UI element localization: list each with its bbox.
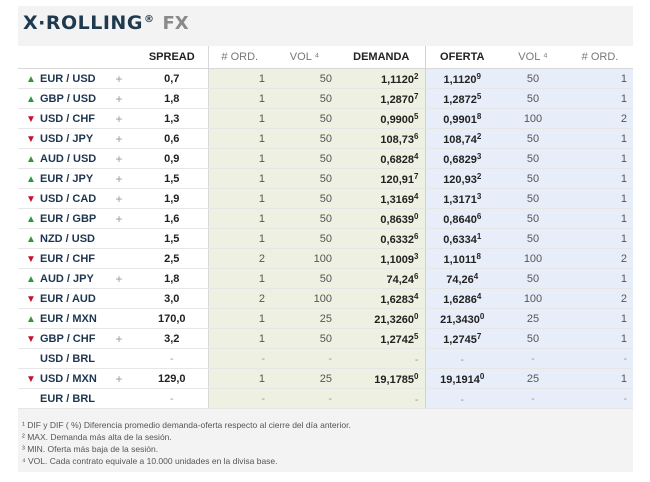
trend-up-icon: ▲ — [26, 233, 36, 245]
footnote-3: ³ MIN. Oferta más baja de la sesión. — [22, 444, 159, 454]
oferta-value: 1,3171 — [443, 193, 477, 206]
ord-ask-cell: 1 — [567, 309, 633, 329]
ord-bid-cell: 1 — [208, 109, 271, 129]
demanda-pip: 5 — [414, 111, 419, 121]
ord-bid-cell: 1 — [208, 169, 271, 189]
spread-cell: 0,7 — [136, 69, 208, 89]
ord-bid-cell: 1 — [208, 69, 271, 89]
ord-bid-cell: 1 — [208, 89, 271, 109]
demanda-cell[interactable] — [338, 309, 425, 329]
vol-bid-cell: 50 — [271, 109, 338, 129]
oferta-pip: 2 — [476, 131, 482, 141]
vol-ask-cell: 50 — [499, 209, 567, 229]
demanda-value: 1,1009 — [380, 253, 415, 266]
table-row[interactable] — [18, 109, 633, 129]
trend-up-icon: ▲ — [26, 153, 36, 165]
oferta-cell[interactable] — [425, 69, 499, 89]
ord-bid-cell: 1 — [208, 329, 271, 349]
demanda-value: 0,9900 — [380, 113, 415, 126]
spread-cell: 1,9 — [136, 189, 208, 209]
ord-bid-cell: - — [208, 349, 271, 369]
table-header-row — [18, 46, 633, 69]
vol-bid-cell: 25 — [271, 309, 338, 329]
pair-label: USD / MXN — [40, 372, 97, 385]
demanda-pip: 0 — [414, 371, 419, 381]
ord-ask-cell: - — [567, 389, 633, 409]
oferta-value: 120,93 — [443, 173, 477, 186]
pair-cell[interactable] — [18, 269, 102, 289]
trend-down-icon: ▼ — [26, 293, 36, 305]
oferta-pip: 3 — [476, 151, 482, 161]
ord-bid-cell: 1 — [208, 129, 271, 149]
oferta-value: 108,74 — [443, 133, 477, 146]
expand-plus-icon[interactable]: + — [102, 169, 136, 189]
pair-cell[interactable] — [18, 349, 102, 369]
oferta-value: - — [460, 393, 465, 406]
ord-bid-cell: - — [208, 389, 271, 409]
trend-up-icon: ▲ — [26, 93, 36, 105]
demanda-value: 1,2870 — [380, 93, 415, 106]
pair-cell[interactable] — [18, 69, 102, 89]
trend-down-icon: ▼ — [26, 333, 36, 345]
expand-plus-icon[interactable]: + — [102, 329, 136, 349]
ord-ask-cell: 1 — [567, 169, 633, 189]
demanda-value: 108,73 — [380, 133, 415, 146]
vol-ask-cell: 50 — [499, 169, 567, 189]
demanda-value: - — [414, 353, 419, 366]
demanda-pip: 3 — [414, 251, 419, 261]
ord-bid-cell: 1 — [208, 189, 271, 209]
oferta-cell[interactable] — [425, 389, 499, 409]
expand-plus-icon[interactable] — [102, 349, 136, 369]
demanda-cell[interactable] — [338, 129, 425, 149]
vol-bid-cell: 50 — [271, 129, 338, 149]
vol-ask-cell: 50 — [499, 189, 567, 209]
vol-ask-cell: - — [499, 349, 567, 369]
spread-cell: 1,5 — [136, 169, 208, 189]
spread-cell: 1,6 — [136, 209, 208, 229]
pair-label: NZD / USD — [40, 232, 95, 245]
pair-cell[interactable] — [18, 189, 102, 209]
demanda-pip: 4 — [414, 291, 419, 301]
vol-bid-cell: 50 — [271, 149, 338, 169]
ord-bid-cell: 1 — [208, 369, 271, 389]
ord-ask-cell: 1 — [567, 369, 633, 389]
footnote-4: ⁴ VOL. Cada contrato equivale a 10.000 unidades en la divisa base. — [22, 456, 278, 466]
vol-bid-cell: 25 — [271, 369, 338, 389]
oferta-cell[interactable] — [425, 109, 499, 129]
ord-bid-cell: 1 — [208, 269, 271, 289]
oferta-pip: 0 — [479, 311, 485, 321]
spread-cell: 170,0 — [136, 309, 208, 329]
pair-label: GBP / CHF — [40, 332, 96, 345]
oferta-cell[interactable] — [425, 349, 499, 369]
demanda-pip: 0 — [414, 211, 419, 221]
ord-ask-cell: 1 — [567, 129, 633, 149]
trend-down-icon: ▼ — [26, 133, 36, 145]
demanda-value: 1,3169 — [380, 193, 415, 206]
trend-up-icon: ▲ — [26, 273, 36, 285]
demanda-cell[interactable] — [338, 69, 425, 89]
vol-ask-cell: 50 — [499, 329, 567, 349]
header-spread[interactable]: SPREAD — [136, 46, 208, 69]
spread-cell: - — [136, 389, 208, 409]
pair-cell[interactable] — [18, 309, 102, 329]
oferta-value: 1,1011 — [443, 253, 477, 266]
header-vol-ask[interactable]: VOL ⁴ — [499, 46, 567, 69]
expand-plus-icon[interactable] — [102, 389, 136, 409]
header-oferta[interactable]: OFERTA — [425, 46, 499, 69]
demanda-value: - — [414, 393, 419, 406]
vol-bid-cell: 50 — [271, 329, 338, 349]
trend-up-icon: ▲ — [26, 313, 36, 325]
expand-plus-icon[interactable] — [102, 229, 136, 249]
demanda-pip: 6 — [414, 231, 419, 241]
vol-ask-cell: 50 — [499, 89, 567, 109]
demanda-pip: 4 — [414, 151, 419, 161]
oferta-pip: 9 — [476, 71, 481, 81]
table-row[interactable] — [18, 169, 633, 189]
ord-ask-cell: 1 — [567, 189, 633, 209]
brand-header — [23, 12, 189, 42]
pair-label: AUD / JPY — [40, 272, 94, 285]
expand-plus-icon[interactable]: + — [102, 89, 136, 109]
ord-bid-cell: 1 — [208, 229, 271, 249]
oferta-pip: 8 — [476, 251, 481, 261]
expand-plus-icon[interactable]: + — [102, 69, 136, 89]
expand-plus-icon[interactable]: + — [102, 269, 136, 289]
vol-ask-cell: 100 — [499, 249, 567, 269]
pair-label: USD / JPY — [40, 132, 94, 145]
trend-down-icon: ▼ — [26, 113, 36, 125]
oferta-value: 0,8640 — [443, 213, 477, 226]
demanda-pip: 5 — [414, 331, 419, 341]
oferta-value: 74,26 — [446, 273, 474, 286]
trend-down-icon: ▼ — [26, 253, 36, 265]
table-row[interactable] — [18, 209, 633, 229]
vol-ask-cell: 50 — [499, 149, 567, 169]
demanda-value: 0,8639 — [380, 213, 415, 226]
oferta-value: 0,6334 — [443, 233, 477, 246]
vol-ask-cell: 25 — [499, 309, 567, 329]
oferta-pip: 4 — [476, 291, 482, 301]
vol-bid-cell: 50 — [271, 89, 338, 109]
footnote-2: ² MAX. Demanda más alta de la sesión. — [22, 432, 172, 442]
pair-label: EUR / USD — [40, 72, 96, 85]
oferta-pip: 0 — [479, 371, 485, 381]
table-row[interactable] — [18, 249, 633, 269]
demanda-cell[interactable] — [338, 149, 425, 169]
spread-cell: 1,3 — [136, 109, 208, 129]
oferta-pip: 1 — [476, 231, 482, 241]
vol-ask-cell: 25 — [499, 369, 567, 389]
spread-cell: - — [136, 349, 208, 369]
table-row[interactable] — [18, 149, 633, 169]
table-body — [18, 69, 633, 409]
demanda-pip: 7 — [414, 91, 419, 101]
demanda-value: 1,6283 — [380, 293, 415, 306]
pair-cell[interactable] — [18, 169, 102, 189]
vol-bid-cell: 100 — [271, 289, 338, 309]
pair-cell[interactable] — [18, 149, 102, 169]
oferta-value: 1,2872 — [443, 93, 477, 106]
ord-ask-cell: 1 — [567, 209, 633, 229]
fx-rates-table — [18, 46, 633, 409]
expand-plus-icon[interactable] — [102, 289, 136, 309]
expand-plus-icon[interactable]: + — [102, 149, 136, 169]
vol-bid-cell: 50 — [271, 229, 338, 249]
demanda-cell[interactable] — [338, 389, 425, 409]
ord-bid-cell: 2 — [208, 249, 271, 269]
table-row[interactable] — [18, 269, 633, 289]
header-demanda[interactable]: DEMANDA — [338, 46, 425, 69]
demanda-cell[interactable] — [338, 89, 425, 109]
vol-bid-cell: 50 — [271, 269, 338, 289]
demanda-cell[interactable] — [338, 169, 425, 189]
spread-cell: 3,0 — [136, 289, 208, 309]
pair-cell[interactable] — [18, 129, 102, 149]
vol-ask-cell: 50 — [499, 69, 567, 89]
demanda-cell[interactable] — [338, 369, 425, 389]
oferta-value: 0,9901 — [443, 113, 477, 126]
ord-ask-cell: 1 — [567, 149, 633, 169]
pair-cell[interactable] — [18, 89, 102, 109]
header-plus — [102, 46, 136, 69]
demanda-cell[interactable] — [338, 269, 425, 289]
expand-plus-icon[interactable]: + — [102, 369, 136, 389]
trend-up-icon: ▲ — [26, 173, 36, 185]
oferta-cell[interactable] — [425, 289, 499, 309]
demanda-pip: 0 — [414, 311, 419, 321]
vol-bid-cell: - — [271, 349, 338, 369]
oferta-cell[interactable] — [425, 329, 499, 349]
ord-ask-cell: 2 — [567, 109, 633, 129]
ord-ask-cell: 1 — [567, 269, 633, 289]
trend-up-icon: ▲ — [26, 73, 36, 85]
oferta-pip: 5 — [476, 91, 482, 101]
pair-label: EUR / BRL — [40, 392, 95, 405]
logo-text: X·ROLLING — [23, 12, 143, 34]
ord-ask-cell: 1 — [567, 89, 633, 109]
pair-label: USD / CAD — [40, 192, 97, 205]
fx-rates-panel — [18, 6, 633, 472]
oferta-pip: 3 — [476, 191, 482, 201]
demanda-cell[interactable] — [338, 249, 425, 269]
ord-ask-cell: 1 — [567, 69, 633, 89]
oferta-cell[interactable] — [425, 269, 499, 289]
demanda-pip: 7 — [414, 171, 419, 181]
pair-cell[interactable] — [18, 289, 102, 309]
pair-label: EUR / AUD — [40, 292, 96, 305]
ord-bid-cell: 1 — [208, 149, 271, 169]
table-row[interactable] — [18, 389, 633, 409]
oferta-value: 1,1120 — [443, 73, 477, 86]
pair-cell[interactable] — [18, 389, 102, 409]
pair-cell[interactable] — [18, 249, 102, 269]
demanda-value: 74,24 — [386, 273, 415, 286]
spread-cell: 0,6 — [136, 129, 208, 149]
demanda-pip: 2 — [414, 71, 419, 81]
pair-label: EUR / JPY — [40, 172, 94, 185]
expand-plus-icon[interactable] — [102, 249, 136, 269]
ord-bid-cell: 2 — [208, 289, 271, 309]
vol-ask-cell: 100 — [499, 109, 567, 129]
demanda-cell[interactable] — [338, 289, 425, 309]
oferta-cell[interactable] — [425, 169, 499, 189]
footnotes — [22, 419, 622, 467]
demanda-value: 0,6332 — [380, 233, 415, 246]
oferta-pip: 6 — [476, 211, 482, 221]
demanda-cell[interactable] — [338, 189, 425, 209]
pair-label: EUR / MXN — [40, 312, 97, 325]
ord-ask-cell: - — [567, 349, 633, 369]
trend-down-icon: ▼ — [26, 193, 36, 205]
vol-ask-cell: 50 — [499, 129, 567, 149]
spread-cell: 1,8 — [136, 89, 208, 109]
oferta-pip: 8 — [476, 111, 482, 121]
table-row[interactable] — [18, 89, 633, 109]
oferta-pip: 2 — [476, 171, 482, 181]
oferta-pip: 4 — [473, 271, 479, 281]
vol-bid-cell: 50 — [271, 209, 338, 229]
table-row[interactable] — [18, 289, 633, 309]
ord-bid-cell: 1 — [208, 209, 271, 229]
vol-ask-cell: - — [499, 389, 567, 409]
demanda-cell[interactable] — [338, 209, 425, 229]
table-row[interactable] — [18, 369, 633, 389]
demanda-value: 19,1785 — [374, 373, 415, 386]
oferta-cell[interactable] — [425, 89, 499, 109]
demanda-value: 0,6828 — [380, 153, 415, 166]
oferta-cell[interactable] — [425, 369, 499, 389]
ord-bid-cell: 1 — [208, 309, 271, 329]
vol-bid-cell: 50 — [271, 189, 338, 209]
oferta-value: 1,2745 — [443, 333, 477, 346]
vol-bid-cell: - — [271, 389, 338, 409]
oferta-cell[interactable] — [425, 129, 499, 149]
oferta-cell[interactable] — [425, 249, 499, 269]
pair-label: AUD / USD — [40, 152, 97, 165]
pair-cell[interactable] — [18, 329, 102, 349]
oferta-value: 21,3430 — [440, 313, 480, 326]
header-vol-bid[interactable]: VOL ⁴ — [271, 46, 338, 69]
pair-label: USD / BRL — [40, 352, 95, 365]
header-ord-bid[interactable]: # ORD. — [208, 46, 271, 69]
table-row[interactable] — [18, 69, 633, 89]
header-ord-ask[interactable]: # ORD. — [567, 46, 633, 69]
pair-label: EUR / GBP — [40, 212, 97, 225]
demanda-value: 120,91 — [380, 173, 415, 186]
ord-ask-cell: 1 — [567, 329, 633, 349]
spread-cell: 129,0 — [136, 369, 208, 389]
demanda-cell[interactable] — [338, 349, 425, 369]
vol-bid-cell: 100 — [271, 249, 338, 269]
table-row[interactable] — [18, 309, 633, 329]
pair-cell[interactable] — [18, 369, 102, 389]
demanda-value: 1,2742 — [380, 333, 415, 346]
ord-ask-cell: 1 — [567, 229, 633, 249]
oferta-cell[interactable] — [425, 209, 499, 229]
registered-mark: ® — [143, 13, 155, 25]
ord-ask-cell: 2 — [567, 289, 633, 309]
trend-down-icon: ▼ — [26, 373, 36, 385]
table-row[interactable] — [18, 229, 633, 249]
oferta-value: 1,6286 — [443, 293, 477, 306]
pair-label: GBP / USD — [40, 92, 97, 105]
spread-cell: 2,5 — [136, 249, 208, 269]
oferta-value: 0,6829 — [443, 153, 477, 166]
pair-label: USD / CHF — [40, 112, 95, 125]
spread-cell: 0,9 — [136, 149, 208, 169]
expand-plus-icon[interactable]: + — [102, 189, 136, 209]
spread-cell: 3,2 — [136, 329, 208, 349]
expand-plus-icon[interactable]: + — [102, 209, 136, 229]
oferta-cell[interactable] — [425, 309, 499, 329]
footnote-1: ¹ DIF y DIF ( %) Diferencia promedio demanda-oferta respecto al cierre del día anterior. — [22, 420, 351, 430]
expand-plus-icon[interactable]: + — [102, 129, 136, 149]
oferta-cell[interactable] — [425, 189, 499, 209]
xrolling-logo — [23, 12, 154, 34]
pair-label: EUR / CHF — [40, 252, 95, 265]
expand-plus-icon[interactable]: + — [102, 109, 136, 129]
header-pair — [18, 46, 102, 69]
pair-cell[interactable] — [18, 209, 102, 229]
spread-cell: 1,8 — [136, 269, 208, 289]
table-row[interactable] — [18, 329, 633, 349]
demanda-cell[interactable] — [338, 109, 425, 129]
oferta-cell[interactable] — [425, 149, 499, 169]
vol-ask-cell: 50 — [499, 229, 567, 249]
oferta-value: 19,1914 — [440, 373, 480, 386]
table-row[interactable] — [18, 129, 633, 149]
pair-cell[interactable] — [18, 229, 102, 249]
ord-ask-cell: 2 — [567, 249, 633, 269]
section-title: FX — [162, 13, 189, 34]
demanda-pip: 6 — [414, 271, 419, 281]
spread-cell: 1,5 — [136, 229, 208, 249]
demanda-value: 1,1120 — [381, 73, 415, 86]
vol-bid-cell: 50 — [271, 69, 338, 89]
vol-ask-cell: 100 — [499, 289, 567, 309]
table-row[interactable] — [18, 349, 633, 369]
demanda-value: 21,3260 — [374, 313, 415, 326]
demanda-cell[interactable] — [338, 329, 425, 349]
oferta-value: - — [460, 353, 465, 366]
pair-cell[interactable] — [18, 109, 102, 129]
demanda-cell[interactable] — [338, 229, 425, 249]
oferta-pip: 7 — [476, 331, 482, 341]
demanda-pip: 4 — [414, 191, 419, 201]
expand-plus-icon[interactable] — [102, 309, 136, 329]
table-row[interactable] — [18, 189, 633, 209]
vol-bid-cell: 50 — [271, 169, 338, 189]
demanda-pip: 6 — [414, 131, 419, 141]
oferta-cell[interactable] — [425, 229, 499, 249]
trend-up-icon: ▲ — [26, 213, 36, 225]
vol-ask-cell: 50 — [499, 269, 567, 289]
